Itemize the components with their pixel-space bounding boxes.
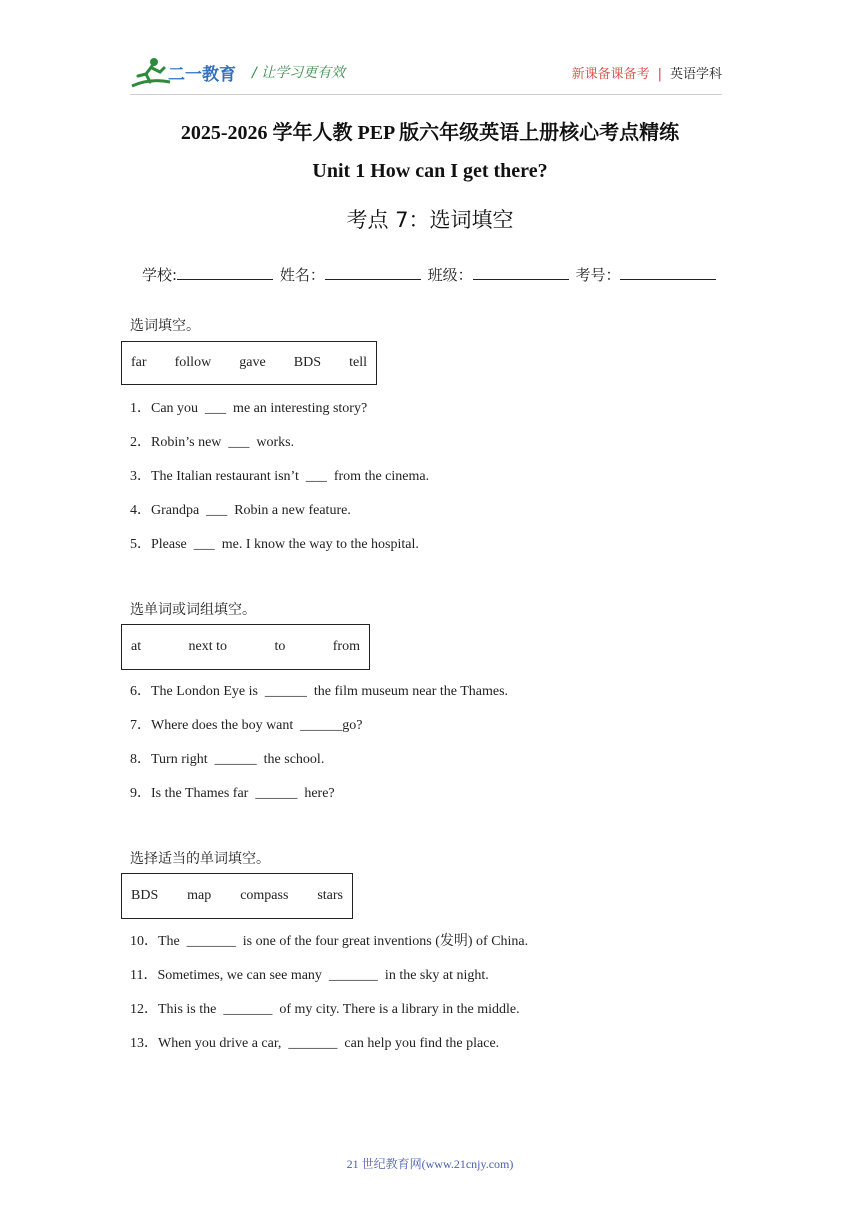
word-bank-item: follow: [174, 355, 212, 370]
section-3-instruction: 选择适当的单词填空。: [130, 851, 270, 867]
question-6: 6．The London Eye is ______ the film museum near the Thames.: [130, 684, 509, 699]
unit-title: Unit 1 How can I get there?: [312, 160, 548, 182]
question-13: 13．When you drive a car, _______ can help you find the place.: [130, 1036, 500, 1051]
word-bank-item: tell: [349, 355, 367, 370]
question-7: 7．Where does the boy want ______go?: [130, 718, 363, 733]
word-bank-item: to: [274, 639, 286, 654]
section-1-instruction: 选词填空。: [130, 318, 200, 334]
logo: [130, 56, 242, 90]
school-blank: [177, 265, 273, 280]
class-blank: [473, 265, 569, 280]
question-2: 2．Robin’s new ___ works.: [130, 435, 295, 450]
word-bank-item: compass: [240, 888, 289, 903]
question-12: 12．This is the _______ of my city. There is a library in the middle.: [130, 1002, 520, 1017]
student-info: [142, 264, 718, 285]
word-bank-item: stars: [317, 888, 343, 903]
number-blank: [620, 265, 716, 280]
name-blank: [325, 265, 421, 280]
school-label: 学校:: [142, 266, 178, 284]
logo-text: 二一教育: [168, 65, 236, 85]
header-divider: [130, 94, 722, 95]
page-title: 2025-2026 学年人教 PEP 版六年级英语上册核心考点精练: [180, 122, 680, 144]
word-bank-item: far: [131, 355, 147, 370]
word-bank-item: next to: [188, 639, 228, 654]
question-10: 10．The _______ is one of the four great inventions (发明) of China.: [130, 934, 529, 949]
footer-source: 21 世纪教育网(www.21cnjy.com): [346, 1157, 514, 1171]
runner-logo-icon: [130, 56, 242, 90]
word-bank-item: gave: [239, 355, 266, 370]
class-label: 班级：: [427, 266, 473, 284]
question-8: 8．Turn right ______ the school.: [130, 752, 325, 767]
question-1: 1．Can you ___ me an interesting story?: [130, 401, 368, 416]
word-box-2: [121, 624, 370, 670]
word-bank-item: from: [332, 639, 360, 654]
name-label: 姓名：: [279, 266, 325, 284]
word-box-1: [121, 341, 377, 385]
question-9: 9．Is the Thames far ______ here?: [130, 786, 335, 801]
word-box-3: [121, 873, 353, 919]
point-title: 考点 7：选词填空: [346, 208, 514, 232]
question-5: 5．Please ___ me. I know the way to the hospital.: [130, 537, 419, 552]
slogan: / 让学习更有效: [252, 65, 346, 81]
word-bank-item: map: [187, 888, 212, 903]
word-bank-item: BDS: [131, 888, 159, 903]
question-11: 11．Sometimes, we can see many _______ in the sky at night.: [130, 968, 489, 983]
header-right: [572, 63, 722, 82]
section-2-instruction: 选单词或词组填空。: [130, 602, 256, 618]
word-bank-item: BDS: [293, 355, 322, 370]
number-label: 考号：: [575, 266, 621, 284]
word-bank-item: at: [131, 639, 142, 654]
question-4: 4．Grandpa ___ Robin a new feature.: [130, 503, 351, 518]
question-3: 3．The Italian restaurant isn’t ___ from the cinema.: [130, 469, 430, 484]
header-separator: |: [657, 67, 662, 82]
subject-label: 英语学科: [669, 67, 722, 82]
tagline: 新课备课备考: [571, 67, 650, 82]
